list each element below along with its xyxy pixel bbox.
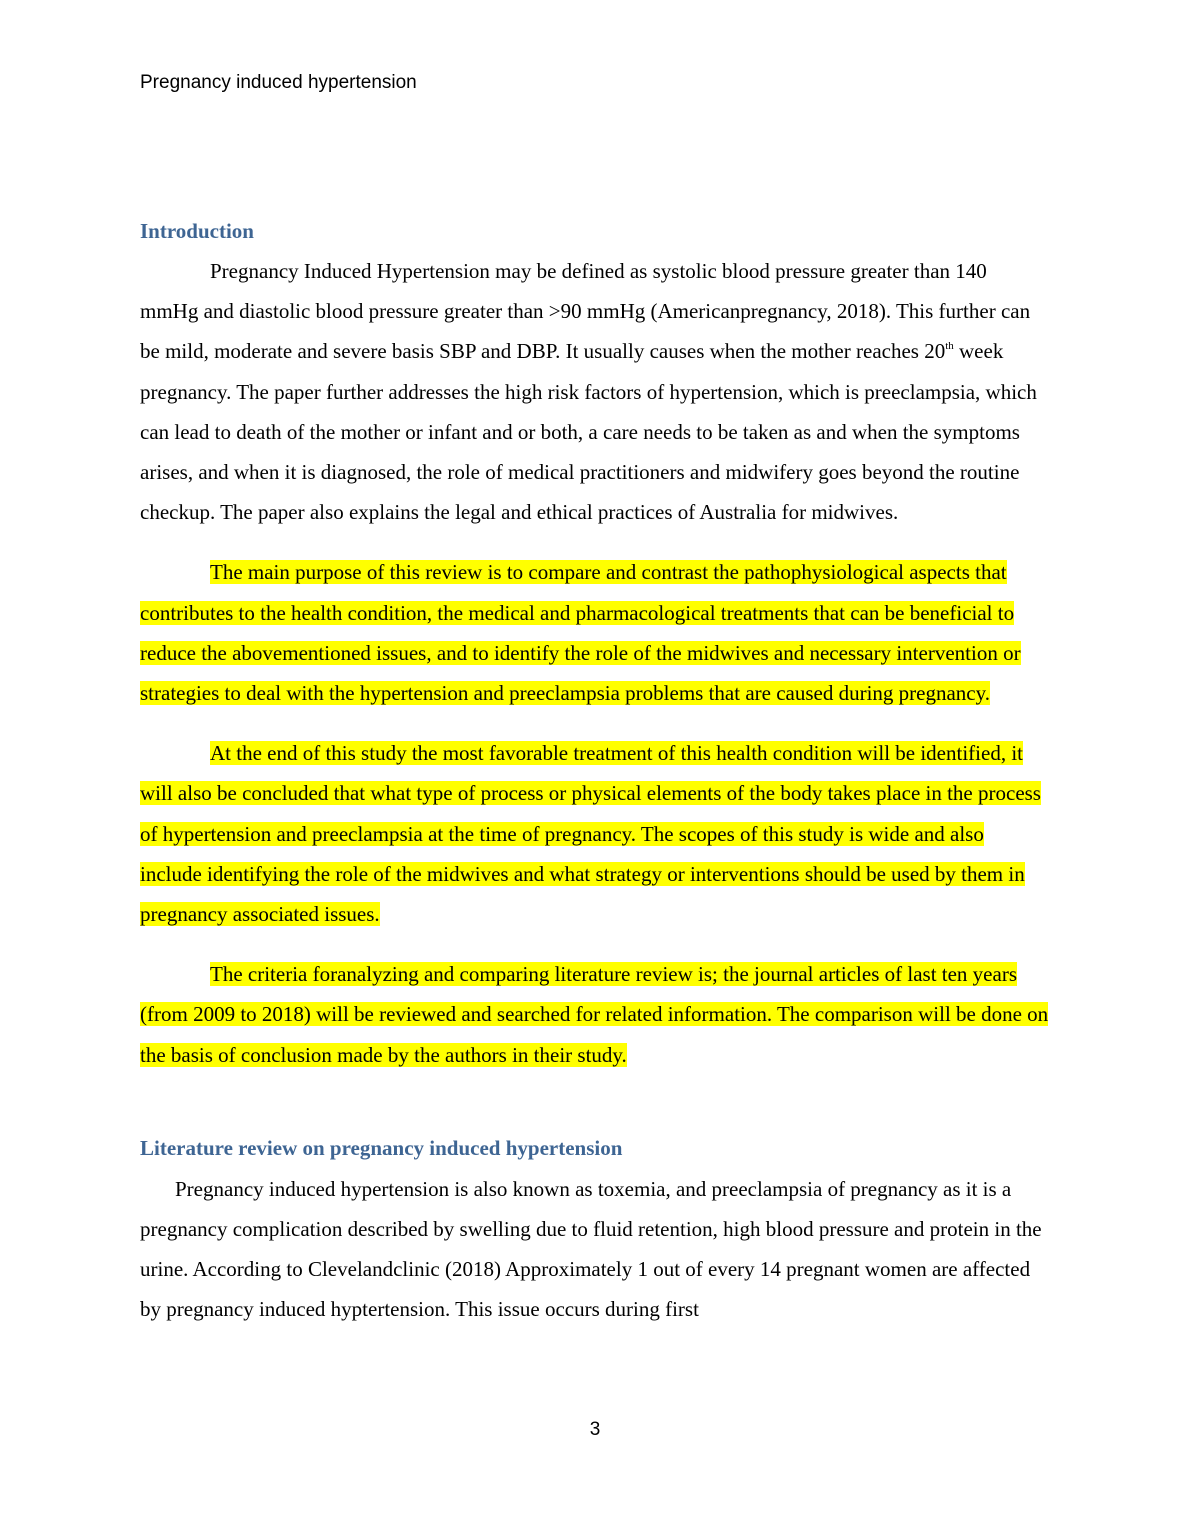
introduction-paragraph-1 [140,251,1050,532]
superscript-ordinal: th [945,340,954,353]
introduction-heading: Introduction [140,219,254,243]
page-content [140,216,1050,1330]
literature-review-heading: Literature review on pregnancy induced hypertension [140,1135,623,1160]
paragraph-text: week pregnancy. The paper further addresses the high risk factors of hypertension, which is preeclampsia, which can lead to death of the mother or infant and or both, a care needs to be taken as and when the symptoms arises, and when it is diagnosed, the role of medical practitioners and midwifery goes beyond the routine checkup. The paper also explains the legal and ethical practices of Australia for midwives. [140,339,1037,525]
literature-review-paragraph-1: Pregnancy induced hypertension is also known as toxemia, and preeclampsia of pregnancy as it is a pregnancy complication described by swelling due to fluid retention, high blood pressure and protein in the urine. According to Clevelandclinic (2018) Approximately 1 out of every 14 pregnant women are affected by pregnancy induced hyptertension. This issue occurs during first [140,1176,1042,1322]
introduction-paragraph-4 [140,954,1050,1075]
highlighted-text: At the end of this study the most favorable treatment of this health condition will be identified, it will also be concluded that what type of process or physical elements of the body takes place in the process of hypertension and preeclampsia at the time of pregnancy. The scopes of this study is wide and also include identifying the role of the midwives and what strategy or interventions should be used by them in pregnancy associated issues. [140,741,1041,927]
paragraph-text: Pregnancy Induced Hypertension may be defined as systolic blood pressure greater than 140 mmHg and diastolic blood pressure greater than >90 mmHg (Americanpregnancy, 2018). This further can be mild, moderate and severe basis SBP and DBP. It usually causes when the mother reaches 20 [140,259,1031,364]
highlighted-text: The criteria foranalyzing and comparing literature review is; the journal articles of last ten years (from 2009 to 2018) will be reviewed and searched for related information. The comparison will be done on the basis of conclusion made by the authors in their study. [140,962,1049,1067]
page-number: 3 [589,1419,601,1440]
introduction-paragraph-3 [140,733,1050,934]
running-header: Pregnancy induced hypertension [140,72,417,93]
introduction-paragraph-2 [140,552,1050,713]
highlighted-text: The main purpose of this review is to compare and contrast the pathophysiological aspects that contributes to the health condition, the medical and pharmacological treatments that can be beneficial to reduce the abovementioned issues, and to identify the role of the midwives and necessary intervention or strategies to deal with the hypertension and preeclampsia problems that are caused during pregnancy. [140,560,1021,706]
